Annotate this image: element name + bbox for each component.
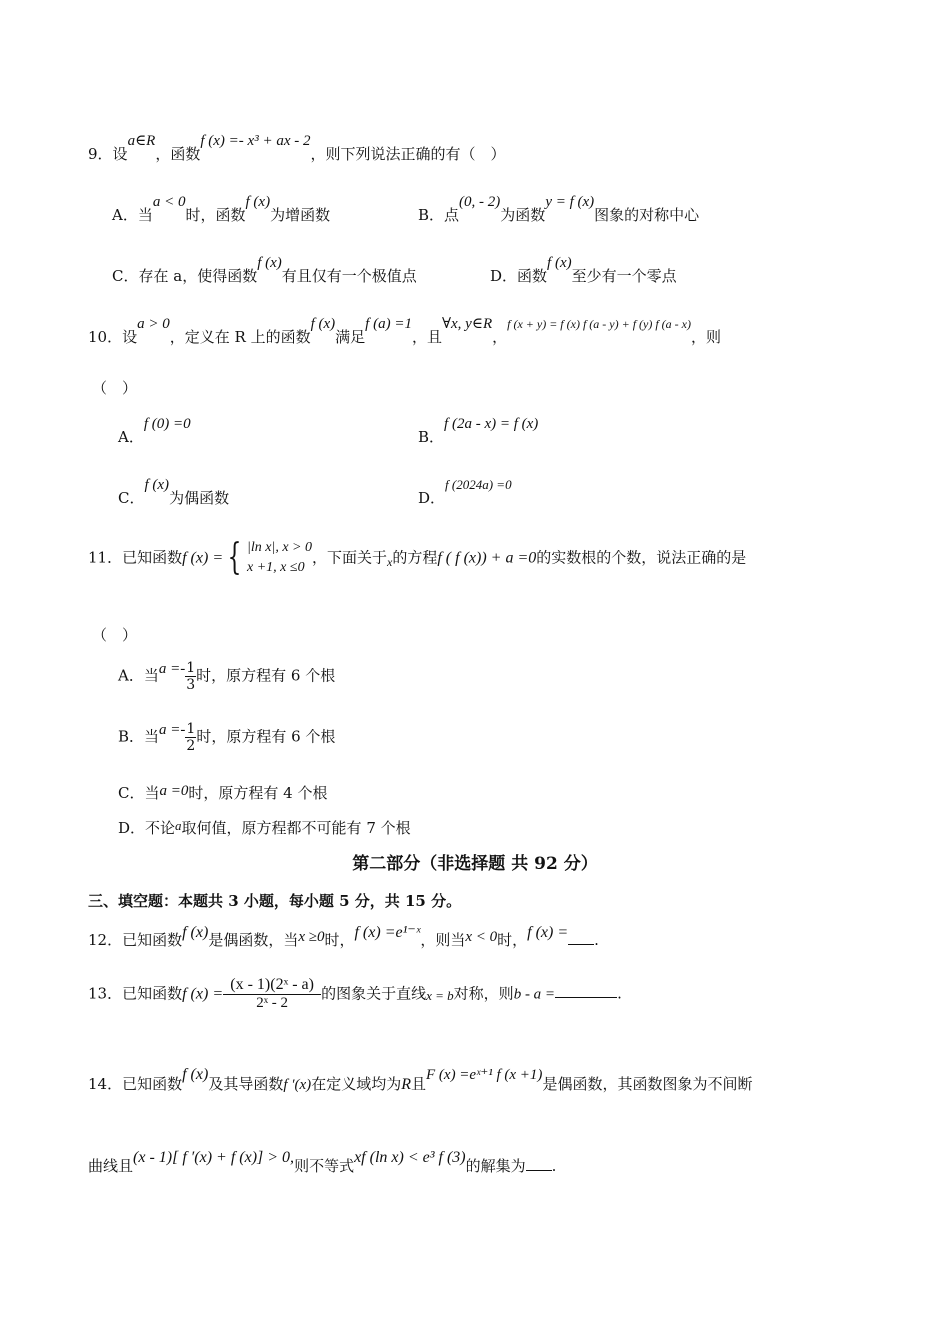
q10-number: 10． [88,328,123,346]
q14-answer-blank[interactable] [526,1156,552,1171]
q12-mid3: ，则当 [420,931,466,949]
q9-d-label: D． [490,267,518,285]
q9-a-pre: 当 [137,206,153,224]
q12-ask: f (x) = [527,924,569,941]
q9-a-label: A． [112,206,138,224]
q14-function: f (x) [182,1066,209,1083]
q9-b-label: B． [418,206,445,224]
q11-a-denominator: 3 [186,677,196,694]
q11-piecewise [247,538,312,579]
q9-b-post: 图象的对称中心 [594,206,700,224]
q14-line2 [88,1149,557,1176]
q13-pre: 已知函数 [122,984,183,1003]
q14-condition: (x - 1)[ f ′(x) + f (x)] > 0, [133,1149,295,1166]
q9-b-mid: 为函数 [500,206,546,224]
q13-mid2: 对称，则 [453,984,514,1003]
q11-option-b [118,721,335,754]
q10-option-a [118,416,191,447]
q9-c-post: 有且仅有一个极值点 [281,267,417,285]
q10-a-label: A． [118,428,144,446]
q11-d-label: D． [118,819,146,837]
q13-function: f (x) = [182,985,224,1003]
q10-value: f (a) =1 [365,316,412,332]
q14-post: 是偶函数，其函数图象为不间断 [542,1075,753,1093]
q13-denominator: 2ˣ - 2 [256,995,289,1012]
q10-forall: ∀x, y∈R [441,316,493,332]
q14-inequality: xf (ln x) < e³ f (3) [354,1149,466,1166]
q10-mid1: ，定义在 R 上的函数 [169,328,311,346]
q11-c-pre: 当 [144,784,160,802]
q14-line1 [88,1066,753,1094]
q11-option-d [118,820,411,837]
q9-condition: a∈R [127,133,156,149]
q10-pre: 设 [122,328,138,346]
q11-b-denominator: 2 [186,738,196,755]
q10-function: f (x) [310,316,336,332]
q9-stem-post: ，则下列说法正确的有（ ） [310,145,506,163]
q11-pre: 已知函数 [122,548,183,567]
q10-b-expr: f (2a - x) = f (x) [444,416,539,432]
q10-b-label: B． [418,428,445,446]
q12-pre: 已知函数 [122,931,183,949]
q9-stem-pre: 设 [112,145,128,163]
q11-a-label: A． [118,666,144,685]
q9-d-func: f (x) [547,255,572,271]
q14-pre: 已知函数 [122,1075,183,1093]
q10-option-c [118,477,230,508]
q12-cond1: x ≥0 [298,929,325,945]
q9-d-pre: 函数 [517,267,548,285]
q14-end: . [551,1157,557,1175]
q9-d-post: 至少有一个零点 [571,267,677,285]
q9-option-a [112,194,331,225]
q10-equation: f (x + y) = f (x) f (a - y) + f (y) f (a - x) [507,317,691,331]
q12-mid2: 时， [324,931,355,949]
q10-c-post: 为偶函数 [169,489,230,507]
q9-stem-mid: ，函数 [155,145,201,163]
q11-b-pre: 当 [144,727,160,746]
q11-number: 11． [88,548,123,567]
q9-a-func: f (x) [245,194,271,210]
q14-derivative: f ′(x) [283,1077,312,1093]
q11-var: x [387,555,393,570]
q10-option-d [418,477,512,507]
q12-expr: f (x) =e¹⁻ˣ [354,924,421,941]
q11-option-c [118,785,327,803]
q12-mid: 是偶函数，当 [208,931,299,949]
q9-number: 9． [88,145,113,163]
q9-c-pre: 存在 a，使得函数 [138,267,258,285]
q11-a-fraction [185,660,196,693]
q11-paren: （ ） [92,626,138,644]
q11-c-post: 时，原方程有 4 个根 [188,784,328,802]
q9-option-b [418,194,700,225]
q11-c-cond: a =0 [159,783,189,799]
q10-c-label: C． [118,489,145,507]
q9-b-pre: 点 [444,206,460,224]
q11-c-label: C． [118,784,145,802]
q11-option-a [118,660,335,693]
q9-option-c [112,255,417,286]
q11-mid: ，下面关于 [311,548,387,567]
q11-function: f (x) = [182,549,224,567]
q13-line: x = b [426,988,454,1004]
q11-stem [88,538,746,579]
q14-R: R [401,1076,411,1093]
part2-title: 第二部分（非选择题 共 92 分） [352,854,598,874]
q14-line2-post: 的解集为 [465,1157,526,1175]
q9-b-point: (0, - 2) [459,194,501,210]
q9-a-cond: a < 0 [152,194,186,210]
q12-stem [88,924,599,950]
q13-fraction [223,976,321,1013]
q10-condition: a > 0 [137,316,170,332]
section3-heading: 三、填空题：本题共 3 小题，每小题 5 分，共 15 分。 [88,892,462,910]
q13-stem [88,976,622,1013]
q9-function: f (x) =- x³ + ax - 2 [200,133,311,149]
q12-end: . [594,931,599,949]
q11-mid2: 的方程 [392,548,438,567]
q11-equation: f ( f (x)) + a =0 [437,549,537,567]
q11-piece1: |ln x|, x > 0 [247,540,312,555]
q12-answer-blank[interactable] [568,930,594,945]
q11-d-var: a [175,818,182,833]
q10-paren: （ ） [92,379,138,397]
q14-mid2: 在定义域均为 [311,1075,402,1093]
q14-F: F (x) =eˣ⁺¹ f (x +1) [426,1067,543,1083]
q13-mid: 的图象关于直线 [321,984,427,1003]
q9-a-mid: 时，函数 [185,206,246,224]
q11-piece2: x +1, x ≤0 [247,560,305,576]
q14-number: 14． [88,1075,123,1093]
q13-end: . [617,984,622,1003]
q14-line2-mid: 则不等式 [294,1157,355,1175]
q14-mid: 及其导函数 [208,1075,284,1093]
q13-answer-blank[interactable] [555,983,617,998]
q11-a-post: 时，原方程有 6 个根 [196,666,336,685]
q11-b-numerator: 1 [186,721,196,737]
q11-a-cond: a =- [158,660,186,677]
q10-d-label: D． [418,489,446,507]
q10-mid2: 满足 [335,328,366,346]
q12-function: f (x) [182,924,209,941]
q9-option-d [490,255,677,286]
q11-d-post: 取何值，原方程都不可能有 7 个根 [181,819,411,837]
q11-b-fraction [185,721,196,754]
q9-b-func: y = f (x) [545,194,595,210]
q14-line2-pre: 曲线且 [88,1157,134,1175]
q10-c-expr: f (x) [144,477,170,493]
q12-number: 12． [88,931,123,949]
q11-b-post: 时，原方程有 6 个根 [196,727,336,746]
q11-a-pre: 当 [143,666,159,685]
q9-c-func: f (x) [257,255,282,271]
q14-mid3: 且 [410,1075,426,1093]
q12-mid4: 时， [497,931,528,949]
q10-option-b [418,416,539,447]
q12-cond2: x < 0 [465,929,498,945]
q9-stem [88,133,506,164]
q9-c-label: C． [112,267,139,285]
q11-post: 的实数根的个数，说法正确的是 [536,548,747,567]
q9-a-post: 为增函数 [270,206,331,224]
q13-ask: b - a = [513,986,556,1003]
q11-a-numerator: 1 [186,660,196,676]
q10-stem [88,316,722,347]
q11-b-cond: a =- [159,721,186,738]
q10-mid3: ，且 [411,328,442,346]
q10-a-expr: f (0) =0 [143,416,191,432]
q11-d-pre: 不论 [145,819,176,837]
q13-number: 13． [88,984,123,1003]
q11-b-label: B． [118,727,145,746]
q11-brace: { [227,537,242,579]
q10-post: ，则 [691,328,722,346]
q13-numerator: (x - 1)(2ˣ - a) [223,976,321,995]
q10-d-expr: f (2024a) =0 [445,477,512,492]
q10-comma: ， [492,328,508,346]
